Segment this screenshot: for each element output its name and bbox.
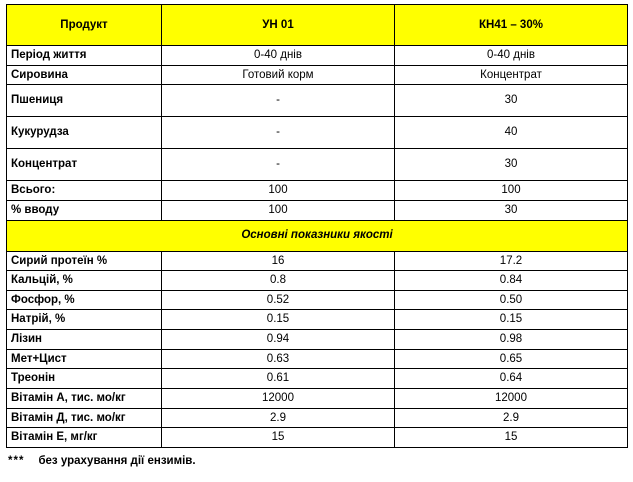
row-value-col2: 0-40 днів	[395, 46, 628, 66]
row-value-col1: Готовий корм	[162, 65, 395, 85]
row-value-col2: 30	[395, 200, 628, 220]
row-value-col1: -	[162, 149, 395, 181]
table-row	[7, 330, 628, 350]
table-row	[7, 46, 628, 66]
row-value-col1: 15	[162, 428, 395, 448]
feed-specification-table	[6, 4, 628, 448]
row-value-col1: 0-40 днів	[162, 46, 395, 66]
row-value-col2: Концентрат	[395, 65, 628, 85]
table-row	[7, 349, 628, 369]
row-label: Всього:	[7, 181, 162, 201]
row-label: Кальцій, %	[7, 271, 162, 291]
row-label: Період життя	[7, 46, 162, 66]
table-row	[7, 117, 628, 149]
table-row	[7, 149, 628, 181]
row-value-col1: 0.15	[162, 310, 395, 330]
table-row	[7, 428, 628, 448]
row-label: % вводу	[7, 200, 162, 220]
row-value-col1: 100	[162, 181, 395, 201]
row-value-col2: 40	[395, 117, 628, 149]
table-body	[7, 5, 628, 448]
table-row	[7, 251, 628, 271]
table-row	[7, 290, 628, 310]
row-label: Кукурудза	[7, 117, 162, 149]
row-value-col1: 0.63	[162, 349, 395, 369]
row-label: Концентрат	[7, 149, 162, 181]
row-label: Вітамін Д, тис. мо/кг	[7, 408, 162, 428]
row-label: Фосфор, %	[7, 290, 162, 310]
row-label: Вітамін А, тис. мо/кг	[7, 389, 162, 409]
table-row	[7, 408, 628, 428]
row-value-col1: 2.9	[162, 408, 395, 428]
row-value-col2: 0.50	[395, 290, 628, 310]
row-value-col1: 0.8	[162, 271, 395, 291]
row-value-col1: 0.94	[162, 330, 395, 350]
header-cell-product: Продукт	[7, 5, 162, 46]
row-label: Лізин	[7, 330, 162, 350]
row-value-col1: 0.52	[162, 290, 395, 310]
row-label: Вітамін Е, мг/кг	[7, 428, 162, 448]
row-value-col2: 100	[395, 181, 628, 201]
row-value-col1: 100	[162, 200, 395, 220]
row-value-col2: 17.2	[395, 251, 628, 271]
row-value-col2: 2.9	[395, 408, 628, 428]
table-row	[7, 271, 628, 291]
footnote-text: без урахування дії ензимів.	[38, 454, 196, 467]
row-value-col1: 12000	[162, 389, 395, 409]
row-value-col1: -	[162, 85, 395, 117]
table-header-row	[7, 5, 628, 46]
row-value-col2: 0.98	[395, 330, 628, 350]
row-value-col1: -	[162, 117, 395, 149]
row-value-col2: 0.84	[395, 271, 628, 291]
row-value-col2: 0.65	[395, 349, 628, 369]
header-cell-col2: КН41 – 30%	[395, 5, 628, 46]
footnote	[6, 455, 627, 467]
row-value-col2: 15	[395, 428, 628, 448]
row-value-col2: 0.64	[395, 369, 628, 389]
row-value-col1: 0.61	[162, 369, 395, 389]
section-band-label: Основні показники якості	[7, 220, 628, 251]
row-value-col2: 12000	[395, 389, 628, 409]
row-label: Сирий протеїн %	[7, 251, 162, 271]
row-label: Сировина	[7, 65, 162, 85]
row-value-col2: 30	[395, 149, 628, 181]
row-label: Пшениця	[7, 85, 162, 117]
table-row	[7, 85, 628, 117]
table-row	[7, 369, 628, 389]
table-row	[7, 389, 628, 409]
section-band-row	[7, 220, 628, 251]
table-row	[7, 181, 628, 201]
table-row	[7, 200, 628, 220]
header-cell-col1: УН 01	[162, 5, 395, 46]
row-label: Мет+Цист	[7, 349, 162, 369]
table-row	[7, 65, 628, 85]
row-value-col1: 16	[162, 251, 395, 271]
row-value-col2: 30	[395, 85, 628, 117]
table-row	[7, 310, 628, 330]
row-label: Треонін	[7, 369, 162, 389]
footnote-marker: ***	[8, 454, 25, 467]
row-value-col2: 0.15	[395, 310, 628, 330]
row-label: Натрій, %	[7, 310, 162, 330]
